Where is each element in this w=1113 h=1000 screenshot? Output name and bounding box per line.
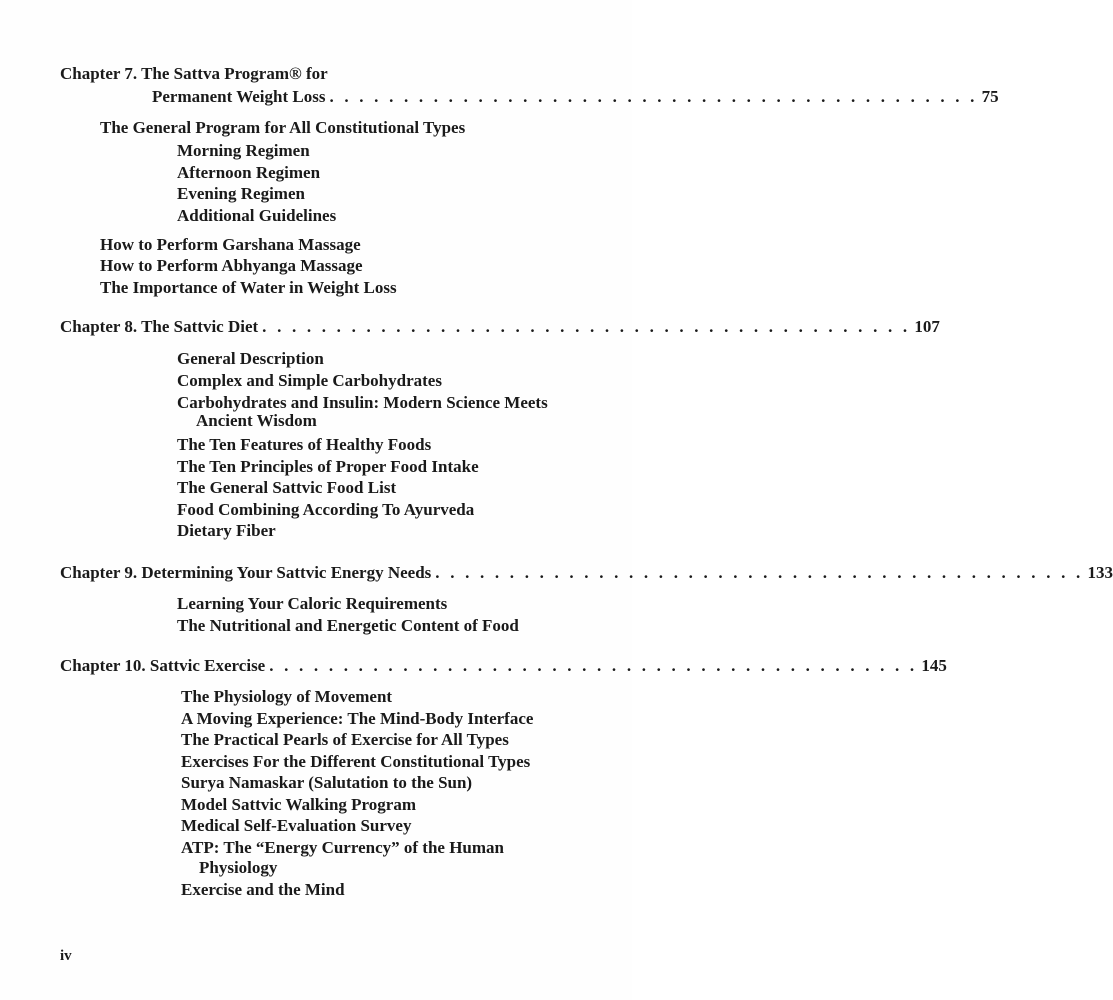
section-item[interactable]: General Description xyxy=(177,349,324,368)
section-item-continuation[interactable]: Physiology xyxy=(199,858,278,877)
chapter-7-title-line1: Chapter 7. The Sattva Program® for xyxy=(60,64,328,83)
section-item[interactable]: A Moving Experience: The Mind-Body Interface xyxy=(181,709,534,728)
section-item[interactable]: Model Sattvic Walking Program xyxy=(181,795,417,814)
chapter-8-page: 107 xyxy=(914,317,940,336)
section-item[interactable]: Food Combining According To Ayurveda xyxy=(177,500,475,519)
section-item[interactable]: The General Program for All Constitutional Types xyxy=(100,118,466,137)
section-item[interactable]: The Physiology of Movement xyxy=(181,687,393,706)
leader-dots: . . . . . . . . . . . . . . . . . . . . . . . . . . . . . . . . . . . . . . . . . . . . xyxy=(262,317,911,336)
page-number: iv xyxy=(60,948,72,964)
leader-dots: . . . . . . . . . . . . . . . . . . . . . . . . . . . . . . . . . . . . . . . . . . . . xyxy=(329,87,978,106)
chapter-8-entry[interactable] xyxy=(60,317,940,337)
section-item[interactable]: The Nutritional and Energetic Content of Food xyxy=(177,616,519,635)
section-item[interactable]: Complex and Simple Carbohydrates xyxy=(177,371,442,390)
section-item[interactable]: ATP: The “Energy Currency” of the Human xyxy=(181,838,504,857)
leader-dots: . . . . . . . . . . . . . . . . . . . . . . . . . . . . . . . . . . . . . . . . . . . . xyxy=(435,563,1084,582)
section-item[interactable]: Exercise and the Mind xyxy=(181,880,345,899)
section-item[interactable]: The Ten Principles of Proper Food Intake xyxy=(177,457,479,476)
subsection-item[interactable]: Additional Guidelines xyxy=(177,206,337,225)
section-item[interactable]: The Practical Pearls of Exercise for All Types xyxy=(181,730,509,749)
subsection-item[interactable]: Afternoon Regimen xyxy=(177,163,321,182)
chapter-9-page: 133 xyxy=(1087,563,1113,582)
section-item[interactable]: Learning Your Caloric Requirements xyxy=(177,594,448,613)
chapter-10-entry[interactable] xyxy=(60,656,947,676)
section-item[interactable]: Surya Namaskar (Salutation to the Sun) xyxy=(181,773,473,792)
section-item[interactable]: Carbohydrates and Insulin: Modern Science Meets xyxy=(177,393,548,412)
subsection-item[interactable]: Morning Regimen xyxy=(177,141,310,160)
chapter-7-entry[interactable] xyxy=(152,87,999,107)
section-item[interactable]: How to Perform Garshana Massage xyxy=(100,235,361,254)
section-item[interactable]: The General Sattvic Food List xyxy=(177,478,397,497)
chapter-8-title: Chapter 8. The Sattvic Diet xyxy=(60,317,259,336)
chapter-7-title-line2: Permanent Weight Loss xyxy=(152,87,326,106)
section-item[interactable]: Dietary Fiber xyxy=(177,521,276,540)
section-item[interactable]: The Importance of Water in Weight Loss xyxy=(100,278,397,297)
chapter-9-title: Chapter 9. Determining Your Sattvic Energy Needs xyxy=(60,563,432,582)
section-item[interactable]: Exercises For the Different Constitutional Types xyxy=(181,752,531,771)
leader-dots: . . . . . . . . . . . . . . . . . . . . . . . . . . . . . . . . . . . . . . . . . . . . xyxy=(269,656,918,675)
chapter-10-title: Chapter 10. Sattvic Exercise xyxy=(60,656,266,675)
subsection-item[interactable]: Evening Regimen xyxy=(177,184,305,203)
section-item[interactable]: Medical Self-Evaluation Survey xyxy=(181,816,412,835)
section-item-continuation[interactable]: Ancient Wisdom xyxy=(196,411,317,430)
section-item[interactable]: How to Perform Abhyanga Massage xyxy=(100,256,363,275)
chapter-7-page: 75 xyxy=(981,87,999,106)
chapter-10-page: 145 xyxy=(921,656,947,675)
section-item[interactable]: The Ten Features of Healthy Foods xyxy=(177,435,432,454)
chapter-9-entry[interactable] xyxy=(60,563,1113,583)
